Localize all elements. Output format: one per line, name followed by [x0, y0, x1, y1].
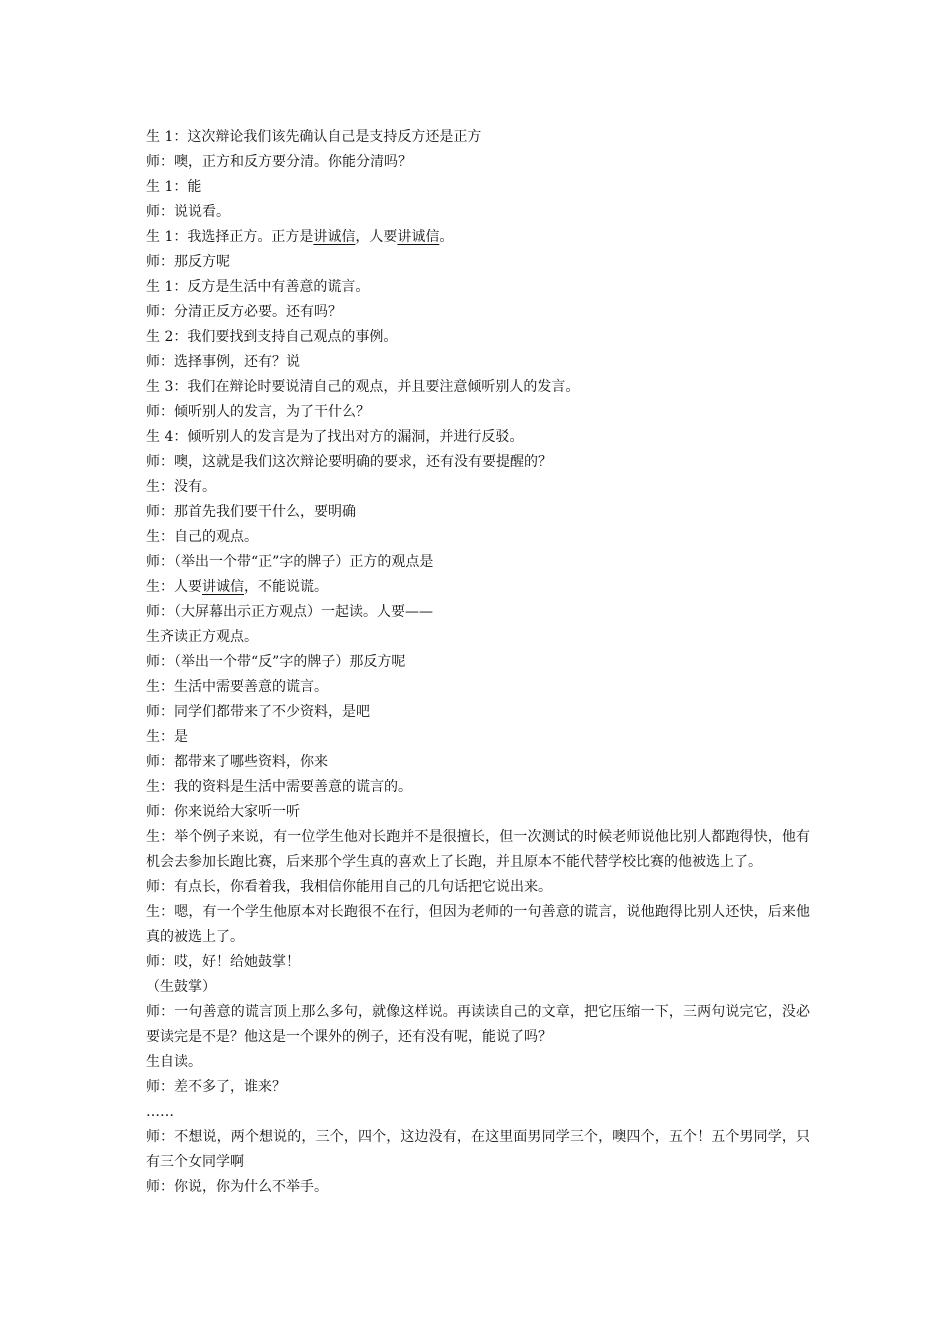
transcript-paragraph: 生：嗯，有一个学生他原本对长跑很不在行，但因为老师的一句善意的谎言，说他跑得比别人还快，后来他真的被选上了。 — [146, 904, 810, 945]
transcript-paragraph: 师：不想说，两个想说的，三个，四个，这边没有，在这里面男同学三个，噢四个，五个！五个男同学，只有三个女同学啊 — [146, 1129, 810, 1170]
transcript-line: 生：没有。 — [146, 479, 216, 495]
transcript-line: 师：（举出一个带“反”字的牌子）那反方呢 — [146, 654, 406, 670]
transcript-line: 生 2：我们要找到支持自己观点的事例。 — [146, 329, 398, 345]
transcript-line: 师：噢，这就是我们这次辩论要明确的要求，还有没有要提醒的？ — [146, 454, 552, 470]
underlined-term: 讲诚信 — [397, 229, 440, 245]
transcript-line: 生齐读正方观点。 — [146, 629, 258, 645]
transcript-line: 师：那反方呢 — [146, 254, 230, 270]
line-text: 生：人要 — [146, 579, 202, 595]
transcript-line: 生 4：倾听别人的发言是为了找出对方的漏洞，并进行反驳。 — [146, 429, 524, 445]
underlined-term: 讲诚信 — [202, 579, 244, 595]
transcript-line: 生：是 — [146, 729, 188, 745]
underlined-term: 讲诚信 — [313, 229, 356, 245]
transcript-line: 生：生活中需要善意的谎言。 — [146, 679, 328, 695]
transcript-line: 师：（举出一个带“正”字的牌子）正方的观点是 — [146, 554, 434, 570]
line-text: 。 — [439, 229, 454, 245]
line-text: ，人要 — [355, 229, 398, 245]
transcript-line: 生自读。 — [146, 1054, 202, 1070]
transcript-line: 师：那首先我们要干什么，要明确 — [146, 504, 356, 520]
ellipsis-line: …… — [146, 1104, 174, 1120]
transcript-line: 生 3：我们在辩论时要说清自己的观点，并且要注意倾听别人的发言。 — [146, 379, 580, 395]
transcript-line: （生鼓掌） — [146, 979, 216, 995]
transcript-line: 师：都带来了哪些资料，你来 — [146, 754, 328, 770]
transcript-line: 师：（大屏幕出示正方观点）一起读。人要—— — [146, 604, 433, 620]
transcript-line: 师：噢，正方和反方要分清。你能分清吗？ — [146, 154, 412, 170]
transcript-line: 师：你来说给大家听一听 — [146, 804, 300, 820]
transcript-line: 师：同学们都带来了不少资料，是吧 — [146, 704, 370, 720]
transcript-line: 生：自己的观点。 — [146, 529, 258, 545]
transcript-line: 师：哎，好！给她鼓掌！ — [146, 954, 300, 970]
transcript-line: 师：有点长，你看着我，我相信你能用自己的几句话把它说出来。 — [146, 879, 552, 895]
transcript-line: 师：你说，你为什么不举手。 — [146, 1179, 328, 1195]
transcript-line: 师：分清正反方必要。还有吗？ — [146, 304, 342, 320]
transcript-line: 生 1：能 — [146, 179, 202, 195]
transcript-line: 生：我的资料是生活中需要善意的谎言的。 — [146, 779, 412, 795]
transcript-paragraph: 师：一句善意的谎言顶上那么多句，就像这样说。再读读自己的文章，把它压缩一下，三两句说完它，没必要读完是不是？他这是一个课外的例子，还有没有呢，能说了吗？ — [146, 1004, 810, 1045]
transcript-paragraph: 生：举个例子来说，有一位学生他对长跑并不是很擅长，但一次测试的时候老师说他比别人都跑得快，他有机会去参加长跑比赛，后来那个学生真的喜欢上了长跑，并且原本不能代替学校比赛的他被选上了。 — [146, 829, 810, 870]
transcript-line: 师：选择事例，还有？说 — [146, 354, 300, 370]
transcript-line: 师：说说看。 — [146, 204, 230, 220]
line-text: ，不能说谎。 — [244, 579, 328, 595]
transcript-line: 师：差不多了，谁来？ — [146, 1079, 286, 1095]
transcript-body — [146, 125, 810, 1200]
line-text: 生 1：我选择正方。正方是 — [146, 229, 314, 245]
transcript-line: 生 1：这次辩论我们该先确认自己是支持反方还是正方 — [146, 129, 482, 145]
transcript-line — [146, 575, 810, 600]
transcript-line: 生 1：反方是生活中有善意的谎言。 — [146, 279, 370, 295]
transcript-line: 师：倾听别人的发言，为了干什么？ — [146, 404, 370, 420]
transcript-line — [146, 225, 810, 250]
